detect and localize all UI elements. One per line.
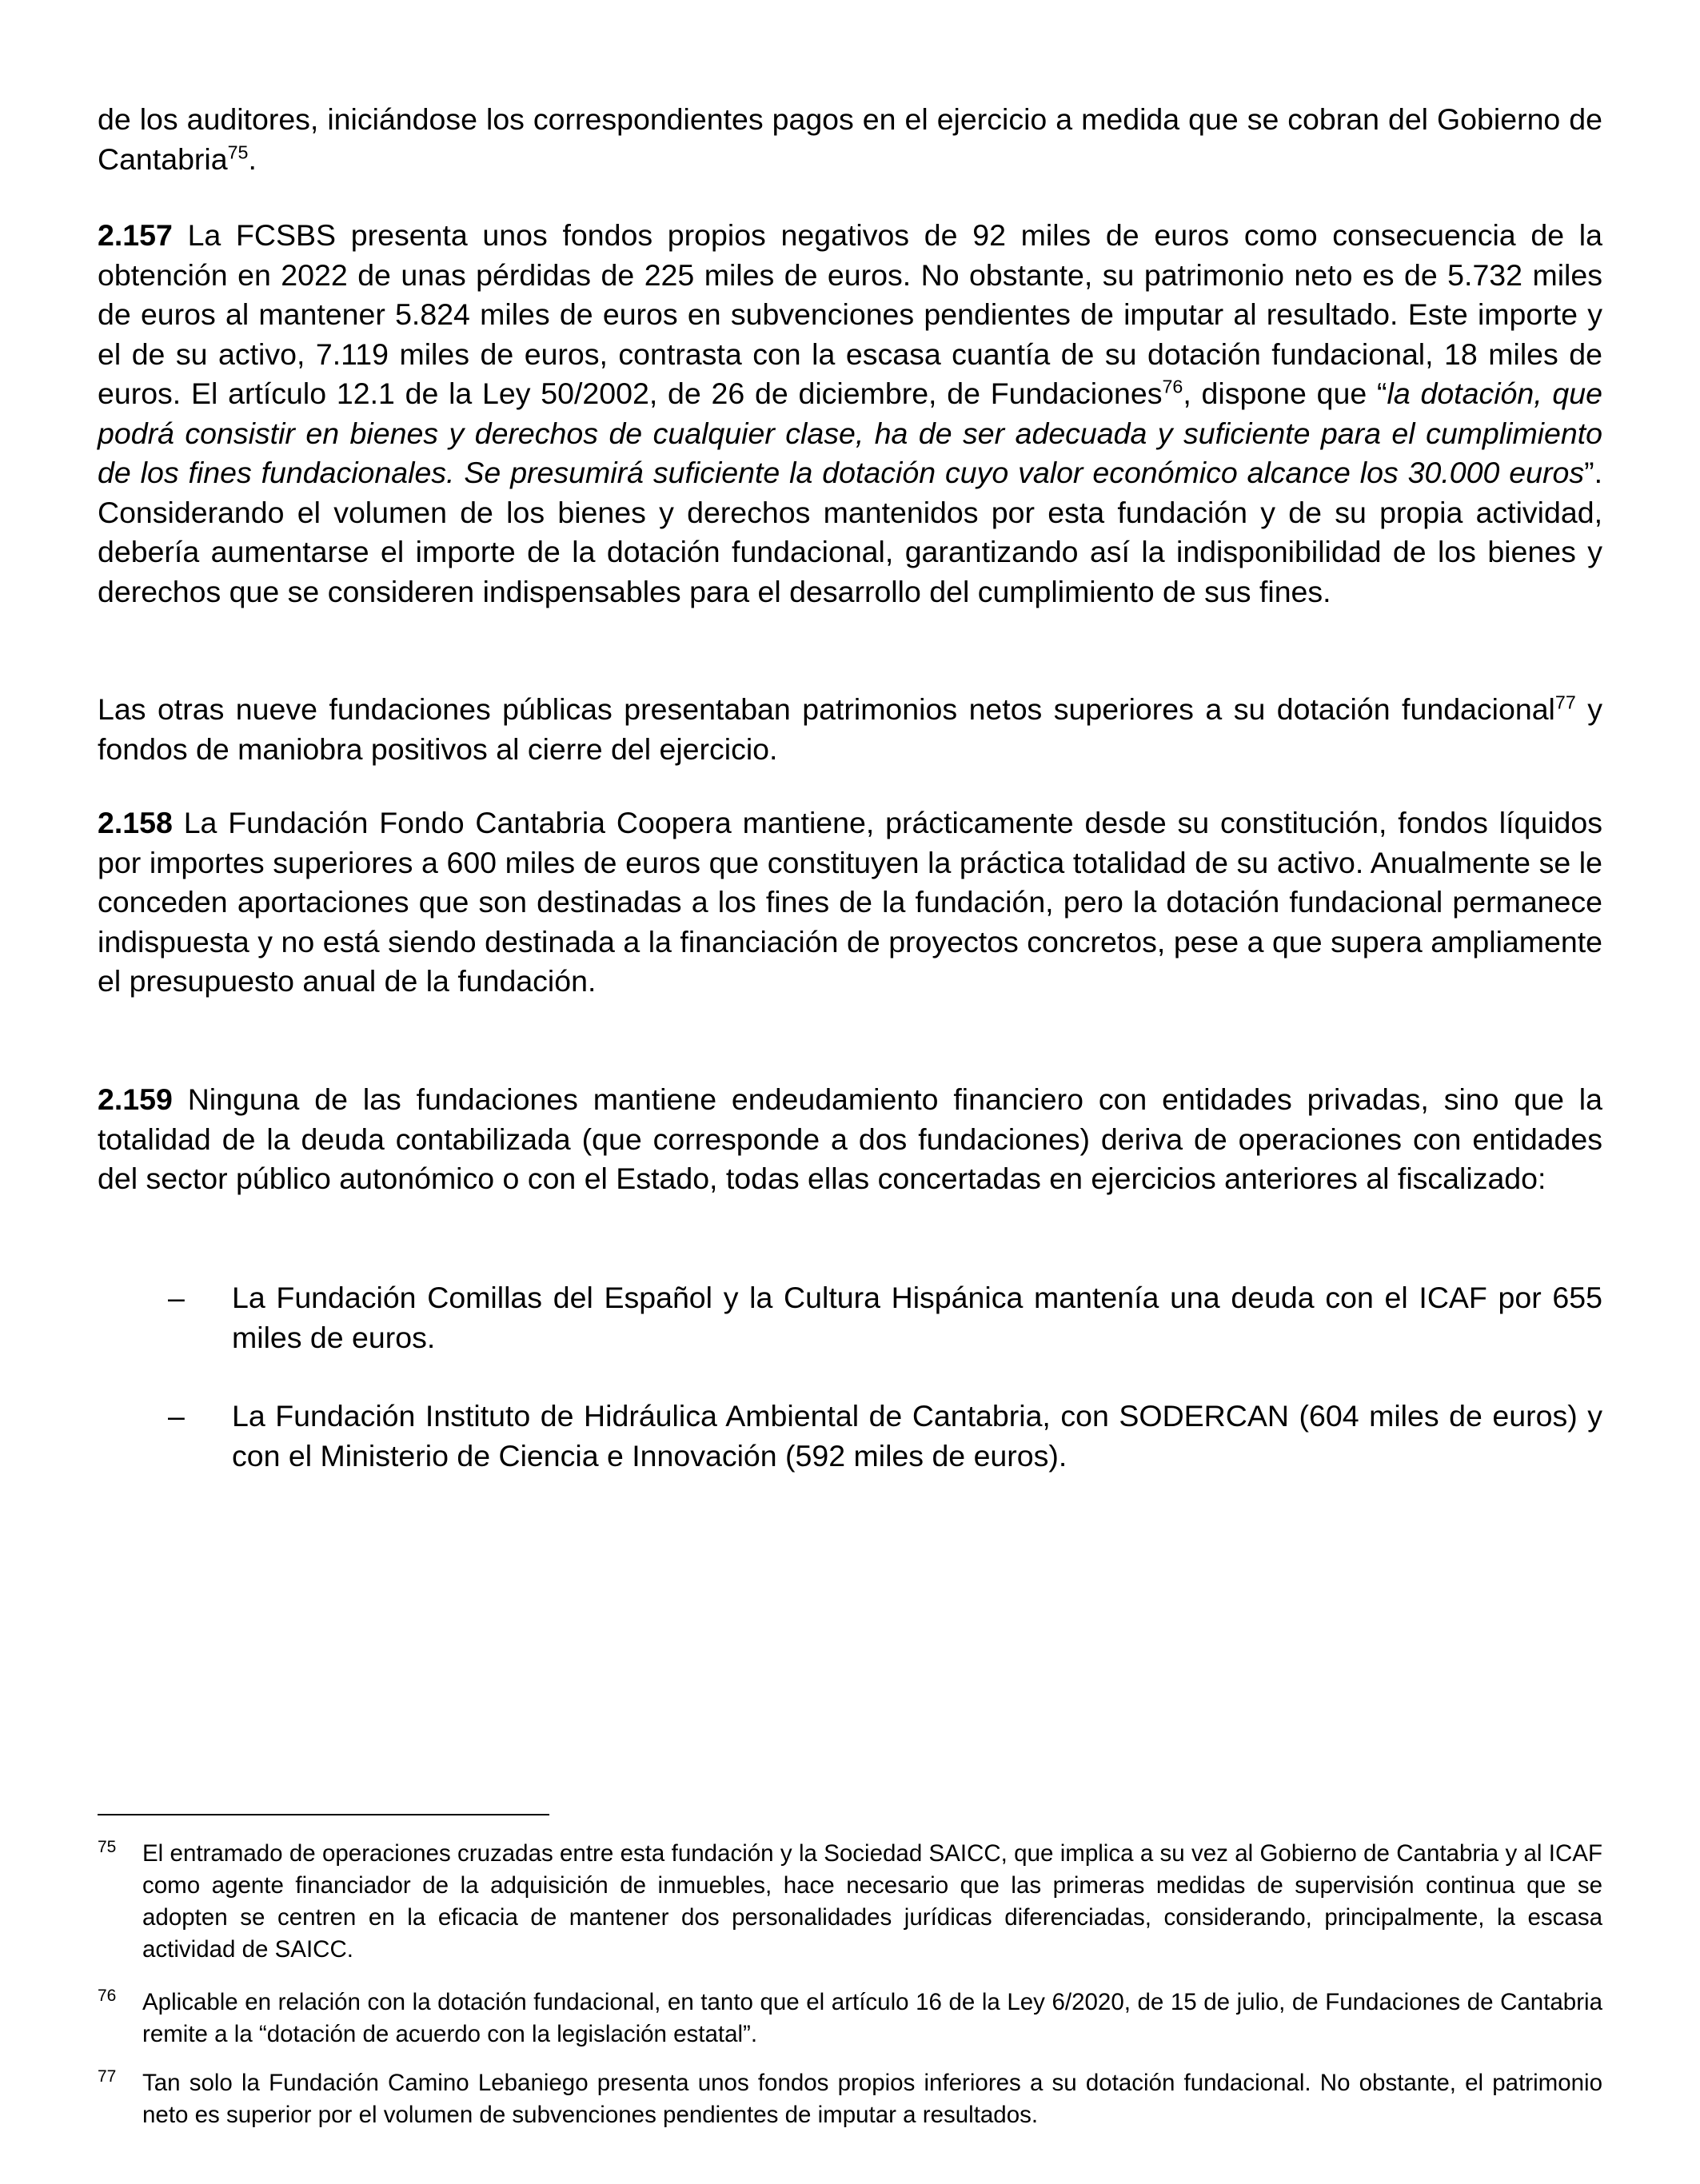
list-item [168, 1278, 1602, 1357]
paragraph-otras-fundaciones [98, 690, 1602, 769]
footnote-text: El entramado de operaciones cruzadas entre esta fundación y la Sociedad SAICC, que implica a su vez al Gobierno de Cantabria y al ICAF como agente financiador de la adquisición de inmuebles, hace necesario que las primeras medidas de supervisión continua que se adopten se centren en la eficacia de mantener dos personalidades jurídicas diferenciadas, considerando, principalmente, la escasa actividad de SAICC. [142, 1840, 1602, 1963]
footnote-ref-75[interactable]: 75 [227, 141, 249, 162]
dash-bullet-icon: – [168, 1281, 185, 1314]
text: Ninguna de las fundaciones mantiene endeudamiento financiero con entidades privadas, sino que la totalidad de la deuda contabilizada (que corresponde a dos fundaciones) deriva de operaciones con entidades del sector público autonómico o con el Estado, todas ellas concertadas en ejercicios anteriores al fiscalizado: [98, 1082, 1602, 1195]
footnote-number: 76 [98, 1987, 117, 2005]
paragraph-2-158 [98, 803, 1602, 1002]
text: ”. Considerando el volumen de los bienes y derechos mantenidos por esta fundación y de su propia actividad, debería aumentarse el importe de la dotación fundacional, garantizando así la indisponibilidad de los bienes y derechos que se consideren indispensables para el desarrollo del cumplimiento de sus fines. [98, 456, 1602, 608]
paragraph-2-159 [98, 1080, 1602, 1199]
dash-bullet-icon: – [168, 1399, 185, 1433]
list-item [168, 1397, 1602, 1476]
text: de los auditores, iniciándose los correspondientes pagos en el ejercicio a medida que se cobran del Gobierno de Cantabria [98, 102, 1602, 176]
footnote-text: Tan solo la Fundación Camino Lebaniego presenta unos fondos propios inferiores a su dotación fundacional. No obstante, el patrimonio neto es superior por el volumen de subvenciones pendientes de imputar a resultados. [142, 2070, 1602, 2128]
paragraph-2-157 [98, 216, 1602, 612]
footnote-76 [98, 1987, 1602, 2050]
footnote-number: 75 [98, 1838, 117, 1856]
paragraph-continuation [98, 100, 1602, 179]
footnote-ref-76[interactable]: 76 [1162, 376, 1183, 397]
legal-quote: la dotación, que podrá consistir en bienes y derechos de cualquier clase, ha de ser adecuada y suficiente para el cumplimiento de los fines fundacionales. Se presumirá suficiente la dotación cuyo valor económico alcance los 30.000 euros [98, 377, 1602, 489]
paragraph-number: 2.157 [98, 218, 173, 252]
text: , dispone que “ [1183, 377, 1387, 410]
text: y fondos de maniobra positivos al cierre del ejercicio. [98, 692, 1603, 766]
text: Las otras nueve fundaciones públicas presentaban patrimonios netos superiores a su dotación fundacional [98, 692, 1555, 726]
footnote-separator [98, 1814, 549, 1815]
footnote-75 [98, 1838, 1602, 1966]
footnote-number: 77 [98, 2067, 117, 2086]
text: La Fundación Comillas del Español y la Cultura Hispánica mantenía una deuda con el ICAF por 655 miles de euros. [232, 1281, 1602, 1354]
paragraph-number: 2.158 [98, 806, 173, 839]
paragraph-number: 2.159 [98, 1082, 173, 1116]
text: . [248, 141, 257, 176]
text: La FCSBS presenta unos fondos propios negativos de 92 miles de euros como consecuencia de la obtención en 2022 de unas pérdidas de 225 miles de euros. No obstante, su patrimonio neto es de 5.732 miles de euros al mantener 5.824 miles de euros en subvenciones pendientes de imputar al resultado. Este importe y el de su activo, 7.119 miles de euros, contrasta con la escasa cuantía de su dotación fundacional, 18 miles de euros. El artículo 12.1 de la Ley 50/2002, de 26 de diciembre, de Fundaciones [98, 218, 1602, 410]
text: La Fundación Fondo Cantabria Coopera mantiene, prácticamente desde su constitución, fondos líquidos por importes superiores a 600 miles de euros que constituyen la práctica totalidad de su activo. Anualmente se le conceden aportaciones que son destinadas a los fines de la fundación, pero la dotación fundacional permanece indispuesta y no está siendo destinada a la financiación de proyectos concretos, pese a que supera ampliamente el presupuesto anual de la fundación. [98, 806, 1602, 998]
footnote-77 [98, 2067, 1602, 2131]
footnote-text: Aplicable en relación con la dotación fundacional, en tanto que el artículo 16 de la Ley 6/2020, de 15 de julio, de Fundaciones de Cantabria remite a la “dotación de acuerdo con la legislación estatal”. [142, 1989, 1602, 2047]
text: La Fundación Instituto de Hidráulica Ambiental de Cantabria, con SODERCAN (604 miles de euros) y con el Ministerio de Ciencia e Innovación (592 miles de euros). [232, 1399, 1602, 1473]
footnote-ref-77[interactable]: 77 [1554, 691, 1576, 713]
